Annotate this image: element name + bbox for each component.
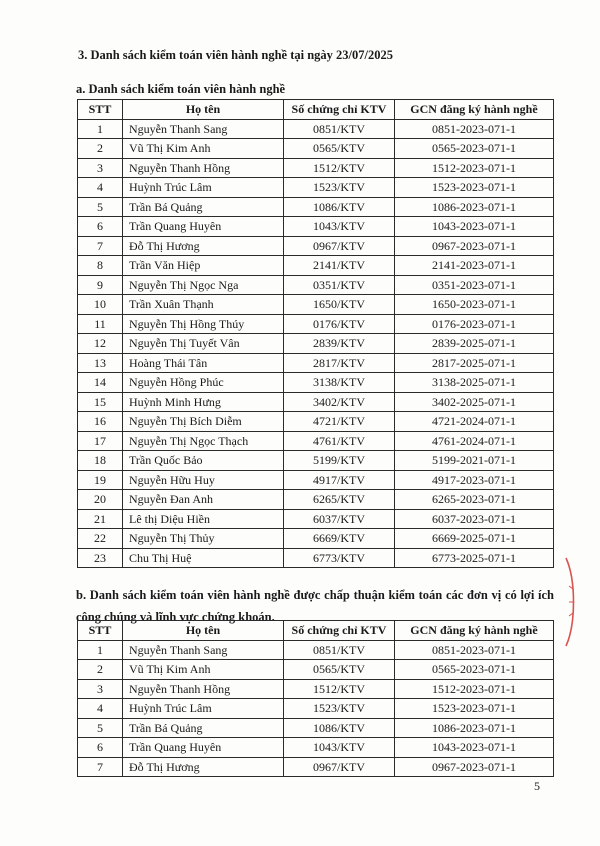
table-row bbox=[78, 699, 554, 719]
row-certificate: 4917/KTV bbox=[284, 470, 395, 490]
row-name: Lê thị Diệu Hiền bbox=[123, 509, 284, 529]
table-row bbox=[78, 490, 554, 510]
col-header-registration: GCN đăng ký hành nghề bbox=[395, 100, 554, 120]
row-registration: 1086-2023-071-1 bbox=[395, 718, 554, 738]
row-name: Vũ Thị Kim Anh bbox=[123, 660, 284, 680]
row-certificate: 1523/KTV bbox=[284, 699, 395, 719]
row-certificate: 1523/KTV bbox=[284, 178, 395, 198]
row-stt: 15 bbox=[78, 392, 123, 412]
row-name: Nguyễn Thị Hồng Thúy bbox=[123, 314, 284, 334]
row-registration: 1523-2023-071-1 bbox=[395, 178, 554, 198]
row-certificate: 1086/KTV bbox=[284, 197, 395, 217]
row-certificate: 0176/KTV bbox=[284, 314, 395, 334]
row-certificate: 5199/KTV bbox=[284, 451, 395, 471]
table-row bbox=[78, 431, 554, 451]
row-certificate: 1512/KTV bbox=[284, 679, 395, 699]
row-registration: 4761-2024-071-1 bbox=[395, 431, 554, 451]
row-name: Nguyễn Thanh Hồng bbox=[123, 158, 284, 178]
row-certificate: 2141/KTV bbox=[284, 256, 395, 276]
row-name: Trần Bá Quảng bbox=[123, 197, 284, 217]
row-stt: 13 bbox=[78, 353, 123, 373]
row-name: Đỗ Thị Hương bbox=[123, 236, 284, 256]
col-header-name: Họ tên bbox=[123, 621, 284, 641]
row-registration: 0565-2023-071-1 bbox=[395, 660, 554, 680]
row-registration: 2141-2023-071-1 bbox=[395, 256, 554, 276]
row-certificate: 6773/KTV bbox=[284, 548, 395, 568]
section-a-title: a. Danh sách kiểm toán viên hành nghề bbox=[76, 82, 286, 96]
row-registration: 6669-2025-071-1 bbox=[395, 529, 554, 549]
row-certificate: 0967/KTV bbox=[284, 757, 395, 777]
row-stt: 6 bbox=[78, 738, 123, 758]
row-name: Nguyễn Thị Ngọc Nga bbox=[123, 275, 284, 295]
table-row bbox=[78, 353, 554, 373]
row-certificate: 0967/KTV bbox=[284, 236, 395, 256]
section-3-title: 3. Danh sách kiểm toán viên hành nghề tại ngày 23/07/2025 bbox=[78, 48, 393, 62]
row-registration: 2839-2025-071-1 bbox=[395, 334, 554, 354]
auditor-table-a bbox=[77, 99, 554, 568]
table-a-body bbox=[78, 119, 554, 568]
row-registration: 6773-2025-071-1 bbox=[395, 548, 554, 568]
row-registration: 6265-2023-071-1 bbox=[395, 490, 554, 510]
table-row bbox=[78, 236, 554, 256]
table-row bbox=[78, 718, 554, 738]
row-registration: 3138-2025-071-1 bbox=[395, 373, 554, 393]
row-registration: 0176-2023-071-1 bbox=[395, 314, 554, 334]
row-name: Trần Xuân Thạnh bbox=[123, 295, 284, 315]
table-row bbox=[78, 660, 554, 680]
row-registration: 4721-2024-071-1 bbox=[395, 412, 554, 432]
section-b-title: b. Danh sách kiểm toán viên hành nghề được chấp thuận kiểm toán các đơn vị có lợi ích công chúng và lĩnh vực chứng khoán. bbox=[76, 588, 554, 624]
table-row bbox=[78, 373, 554, 393]
row-registration: 3402-2025-071-1 bbox=[395, 392, 554, 412]
row-stt: 21 bbox=[78, 509, 123, 529]
table-header-row bbox=[78, 621, 554, 641]
row-certificate: 0851/KTV bbox=[284, 119, 395, 139]
row-name: Vũ Thị Kim Anh bbox=[123, 139, 284, 159]
row-registration: 5199-2021-071-1 bbox=[395, 451, 554, 471]
row-name: Nguyễn Thị Tuyết Vân bbox=[123, 334, 284, 354]
row-certificate: 1043/KTV bbox=[284, 217, 395, 237]
row-stt: 1 bbox=[78, 640, 123, 660]
table-row bbox=[78, 470, 554, 490]
row-registration: 0967-2023-071-1 bbox=[395, 757, 554, 777]
row-registration: 4917-2023-071-1 bbox=[395, 470, 554, 490]
table-row bbox=[78, 679, 554, 699]
row-stt: 14 bbox=[78, 373, 123, 393]
row-name: Trần Quang Huyên bbox=[123, 738, 284, 758]
col-header-certificate: Số chứng chỉ KTV bbox=[284, 100, 395, 120]
row-stt: 19 bbox=[78, 470, 123, 490]
row-stt: 2 bbox=[78, 660, 123, 680]
row-name: Nguyễn Thị Ngọc Thạch bbox=[123, 431, 284, 451]
row-certificate: 1650/KTV bbox=[284, 295, 395, 315]
row-stt: 8 bbox=[78, 256, 123, 276]
table-row bbox=[78, 640, 554, 660]
row-certificate: 6265/KTV bbox=[284, 490, 395, 510]
row-stt: 16 bbox=[78, 412, 123, 432]
table-row bbox=[78, 757, 554, 777]
row-certificate: 0565/KTV bbox=[284, 139, 395, 159]
row-stt: 9 bbox=[78, 275, 123, 295]
row-stt: 7 bbox=[78, 236, 123, 256]
row-registration: 0851-2023-071-1 bbox=[395, 640, 554, 660]
row-registration: 0565-2023-071-1 bbox=[395, 139, 554, 159]
row-stt: 10 bbox=[78, 295, 123, 315]
row-name: Nguyễn Thanh Hồng bbox=[123, 679, 284, 699]
row-stt: 4 bbox=[78, 178, 123, 198]
row-name: Nguyễn Hữu Huy bbox=[123, 470, 284, 490]
row-name: Chu Thị Huệ bbox=[123, 548, 284, 568]
table-b-body bbox=[78, 640, 554, 777]
col-header-stt: STT bbox=[78, 100, 123, 120]
row-name: Trần Bá Quảng bbox=[123, 718, 284, 738]
row-name: Trần Văn Hiệp bbox=[123, 256, 284, 276]
col-header-registration: GCN đăng ký hành nghề bbox=[395, 621, 554, 641]
row-certificate: 4721/KTV bbox=[284, 412, 395, 432]
row-certificate: 6669/KTV bbox=[284, 529, 395, 549]
row-stt: 2 bbox=[78, 139, 123, 159]
table-row bbox=[78, 334, 554, 354]
row-certificate: 0351/KTV bbox=[284, 275, 395, 295]
row-registration: 1650-2023-071-1 bbox=[395, 295, 554, 315]
row-stt: 11 bbox=[78, 314, 123, 334]
row-certificate: 1512/KTV bbox=[284, 158, 395, 178]
table-row bbox=[78, 314, 554, 334]
page-number: 5 bbox=[534, 779, 540, 793]
row-certificate: 3138/KTV bbox=[284, 373, 395, 393]
row-stt: 5 bbox=[78, 718, 123, 738]
row-name: Nguyễn Thanh Sang bbox=[123, 119, 284, 139]
table-row bbox=[78, 197, 554, 217]
row-registration: 1512-2023-071-1 bbox=[395, 679, 554, 699]
table-row bbox=[78, 178, 554, 198]
row-name: Trần Quang Huyên bbox=[123, 217, 284, 237]
row-stt: 6 bbox=[78, 217, 123, 237]
row-stt: 4 bbox=[78, 699, 123, 719]
table-row bbox=[78, 119, 554, 139]
row-name: Trần Quốc Bảo bbox=[123, 451, 284, 471]
row-name: Huỳnh Trúc Lâm bbox=[123, 178, 284, 198]
row-registration: 6037-2023-071-1 bbox=[395, 509, 554, 529]
row-name: Huỳnh Trúc Lâm bbox=[123, 699, 284, 719]
row-certificate: 0851/KTV bbox=[284, 640, 395, 660]
row-certificate: 4761/KTV bbox=[284, 431, 395, 451]
row-stt: 12 bbox=[78, 334, 123, 354]
table-row bbox=[78, 158, 554, 178]
row-name: Nguyễn Hồng Phúc bbox=[123, 373, 284, 393]
row-certificate: 6037/KTV bbox=[284, 509, 395, 529]
stamp-mark bbox=[564, 556, 578, 648]
row-registration: 1043-2023-071-1 bbox=[395, 738, 554, 758]
table-row bbox=[78, 451, 554, 471]
table-header-row bbox=[78, 100, 554, 120]
table-row bbox=[78, 295, 554, 315]
row-registration: 0967-2023-071-1 bbox=[395, 236, 554, 256]
row-stt: 18 bbox=[78, 451, 123, 471]
row-certificate: 1086/KTV bbox=[284, 718, 395, 738]
row-registration: 1512-2023-071-1 bbox=[395, 158, 554, 178]
row-name: Nguyễn Thanh Sang bbox=[123, 640, 284, 660]
table-row bbox=[78, 529, 554, 549]
table-row bbox=[78, 256, 554, 276]
row-stt: 17 bbox=[78, 431, 123, 451]
table-row bbox=[78, 217, 554, 237]
table-row bbox=[78, 548, 554, 568]
row-stt: 7 bbox=[78, 757, 123, 777]
col-header-stt: STT bbox=[78, 621, 123, 641]
table-row bbox=[78, 139, 554, 159]
row-stt: 5 bbox=[78, 197, 123, 217]
col-header-certificate: Số chứng chỉ KTV bbox=[284, 621, 395, 641]
row-certificate: 3402/KTV bbox=[284, 392, 395, 412]
row-registration: 0351-2023-071-1 bbox=[395, 275, 554, 295]
row-name: Huỳnh Minh Hưng bbox=[123, 392, 284, 412]
row-registration: 1086-2023-071-1 bbox=[395, 197, 554, 217]
row-name: Nguyễn Thị Bích Diễm bbox=[123, 412, 284, 432]
row-registration: 0851-2023-071-1 bbox=[395, 119, 554, 139]
table-row bbox=[78, 412, 554, 432]
table-row bbox=[78, 509, 554, 529]
col-header-name: Họ tên bbox=[123, 100, 284, 120]
row-stt: 1 bbox=[78, 119, 123, 139]
row-stt: 3 bbox=[78, 679, 123, 699]
row-stt: 3 bbox=[78, 158, 123, 178]
row-registration: 1523-2023-071-1 bbox=[395, 699, 554, 719]
row-name: Nguyễn Đan Anh bbox=[123, 490, 284, 510]
row-name: Hoàng Thái Tân bbox=[123, 353, 284, 373]
row-name: Đỗ Thị Hương bbox=[123, 757, 284, 777]
auditor-table-b bbox=[77, 620, 554, 777]
table-row bbox=[78, 392, 554, 412]
row-registration: 2817-2025-071-1 bbox=[395, 353, 554, 373]
table-row bbox=[78, 738, 554, 758]
row-stt: 20 bbox=[78, 490, 123, 510]
row-certificate: 2839/KTV bbox=[284, 334, 395, 354]
row-certificate: 0565/KTV bbox=[284, 660, 395, 680]
row-stt: 23 bbox=[78, 548, 123, 568]
row-stt: 22 bbox=[78, 529, 123, 549]
row-certificate: 2817/KTV bbox=[284, 353, 395, 373]
row-name: Nguyễn Thị Thủy bbox=[123, 529, 284, 549]
row-registration: 1043-2023-071-1 bbox=[395, 217, 554, 237]
row-certificate: 1043/KTV bbox=[284, 738, 395, 758]
table-row bbox=[78, 275, 554, 295]
